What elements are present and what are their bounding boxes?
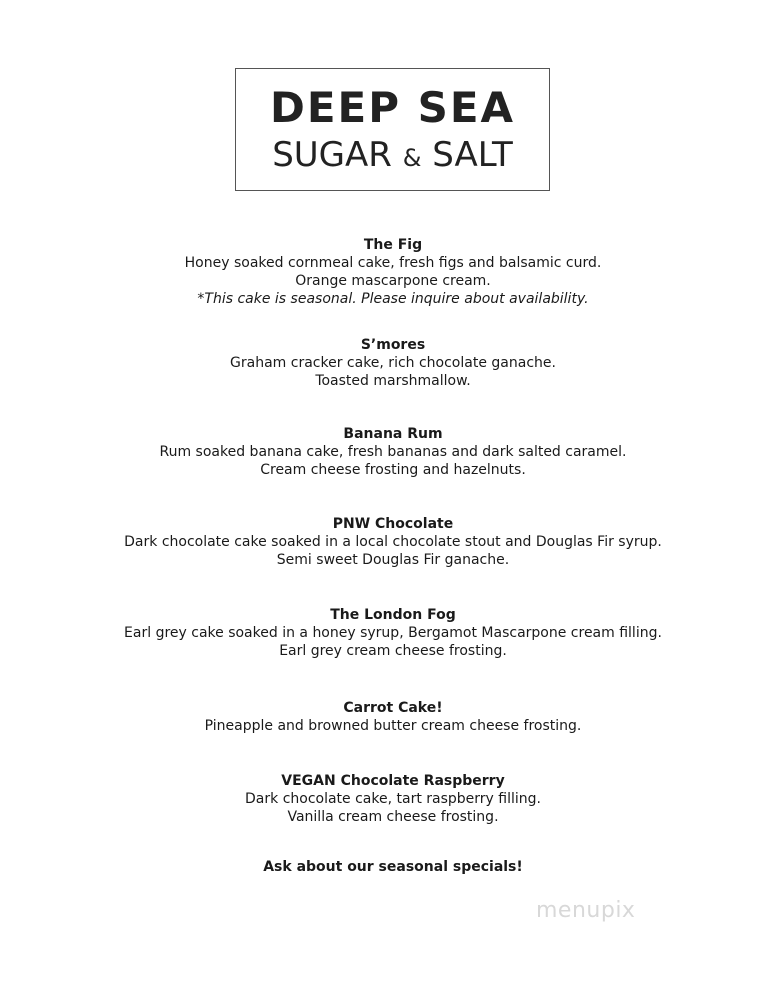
item-desc: Semi sweet Douglas Fir ganache. [276, 552, 510, 568]
menu-item-pnw-chocolate [0, 515, 768, 569]
item-desc: Orange mascarpone cream. [295, 273, 491, 289]
logo [235, 68, 550, 191]
item-desc: Cream cheese frosting and hazelnuts. [260, 462, 526, 478]
item-name: The Fig [363, 237, 423, 253]
item-name: Carrot Cake! [343, 700, 443, 716]
item-desc: Pineapple and browned butter cream cheese frosting. [204, 718, 582, 734]
item-desc: Graham cracker cake, rich chocolate ganache. [230, 355, 556, 371]
item-desc: Earl grey cream cheese frosting. [279, 643, 507, 659]
watermark: menupix [536, 898, 636, 923]
item-desc: Dark chocolate cake soaked in a local chocolate stout and Douglas Fir syrup. [124, 534, 662, 550]
item-name: PNW Chocolate [332, 516, 454, 532]
item-name: S’mores [360, 337, 426, 353]
menu-item-smores [0, 336, 768, 390]
item-name: The London Fog [330, 607, 456, 623]
logo-line-2: SUGAR & SALT [272, 135, 513, 175]
menu-item-london-fog [0, 606, 768, 660]
menu-item-vegan-chocolate-raspberry [0, 772, 768, 826]
seasonal-specials-note: Ask about our seasonal specials! [263, 859, 523, 875]
item-name: VEGAN Chocolate Raspberry [281, 773, 505, 789]
item-desc: Dark chocolate cake, tart raspberry filling. [245, 791, 541, 807]
item-desc: Honey soaked cornmeal cake, fresh figs and balsamic curd. [184, 255, 602, 271]
item-desc: Rum soaked banana cake, fresh bananas and dark salted caramel. [159, 444, 627, 460]
item-desc: Vanilla cream cheese frosting. [287, 809, 499, 825]
menu-item-banana-rum [0, 425, 768, 479]
menu-item-the-fig [0, 236, 768, 308]
logo-line-1: DEEP SEA [269, 83, 516, 132]
item-desc: Earl grey cake soaked in a honey syrup, Bergamot Mascarpone cream filling. [124, 625, 662, 641]
item-note: *This cake is seasonal. Please inquire about availability. [197, 291, 589, 307]
menu-item-carrot-cake [0, 699, 768, 735]
item-name: Banana Rum [343, 426, 443, 442]
item-desc: Toasted marshmallow. [315, 373, 471, 389]
